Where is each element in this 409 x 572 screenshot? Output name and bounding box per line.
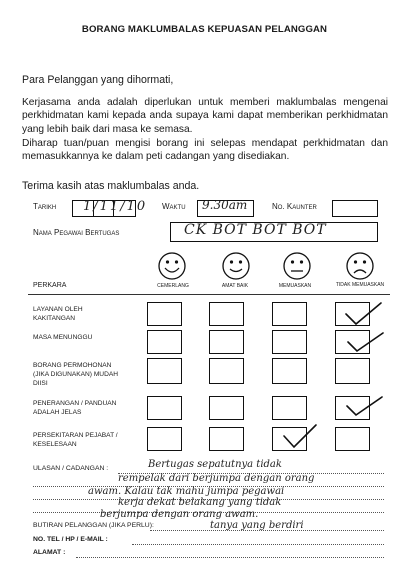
ulasan-text-5: berjumpa dengan orang awam. [100, 509, 259, 520]
row2-memuaskan-box[interactable] [272, 330, 307, 354]
row5-check-icon [280, 422, 322, 452]
pegawai-label: Nama Pegawai Bertugas [33, 228, 120, 237]
row3-cemerlang-box[interactable] [147, 358, 182, 384]
intro-paragraph-1: Kerjasama anda adalah diperlukan untuk memberi maklumbalas mengenai perkhidmatan kami kepada anda supaya kami dapat memberikan perkhidmatan yang lebih baik dari masa ke semasa. [22, 97, 388, 135]
row1-check-icon [343, 300, 385, 328]
greeting: Para Pelanggan yang dihormati, [22, 74, 174, 86]
row5-amat-baik-box[interactable] [209, 427, 244, 451]
tel-line[interactable] [132, 544, 384, 545]
butiran-label: BUTIRAN PELANGGAN (JIKA PERLU): [33, 522, 154, 529]
row3-memuaskan-box[interactable] [272, 358, 307, 384]
row-label-penerangan: PENERANGAN / PANDUAN ADALAH JELAS [33, 400, 117, 416]
row2-cemerlang-box[interactable] [147, 330, 182, 354]
waktu-label: Waktu [162, 202, 186, 211]
very-happy-face-icon [159, 253, 185, 279]
ulasan-text-2: rempelak dari berjumpa dengan orang [118, 473, 315, 484]
row-label-layanan: LAYANAN OLEH KAKITANGAN [33, 306, 83, 322]
row-label-masa: MASA MENUNGGU [33, 334, 93, 341]
rating-label-amat-baik: AMAT BAIK [221, 283, 249, 289]
table-top-rule [28, 294, 390, 295]
row5-tidak-memuaskan-box[interactable] [335, 427, 370, 451]
row4-memuaskan-box[interactable] [272, 396, 307, 420]
row1-amat-baik-box[interactable] [209, 302, 244, 326]
ulasan-text-6: tanya yang berdiri [210, 520, 304, 531]
row3-tidak-memuaskan-box[interactable] [335, 358, 370, 384]
ulasan-text-4: kerja dekat belakang yang tidak [118, 497, 282, 508]
rating-label-tidak-memuaskan: TIDAK MEMUASKAN [335, 282, 385, 288]
happy-face-icon [223, 253, 249, 279]
alamat-label: ALAMAT : [33, 549, 66, 556]
form-title: BORANG MAKLUMBALAS KEPUASAN PELANGGAN [81, 24, 328, 35]
row3-amat-baik-box[interactable] [209, 358, 244, 384]
ulasan-text-1: Bertugas sepatutnya tidak [148, 459, 282, 470]
intro-paragraph-2: Diharap tuan/puan mengisi borang ini selepas mendapat perkhidmatan dan memasukkannya ke dalam peti cadangan yang disediakan. [22, 138, 388, 163]
tarikh-value: 1/11/10 [83, 199, 148, 214]
rating-label-cemerlang: CEMERLANG [157, 283, 189, 289]
tarikh-label: Tarikh [33, 202, 57, 211]
neutral-face-icon [284, 253, 310, 279]
pegawai-value: CK BOT BOT BOT [184, 222, 327, 238]
ulasan-label: ULASAN / CADANGAN : [33, 465, 109, 472]
kaunter-field[interactable] [332, 200, 378, 217]
row4-amat-baik-box[interactable] [209, 396, 244, 420]
row2-amat-baik-box[interactable] [209, 330, 244, 354]
ulasan-text-3: awam. Kalau tak mahu jumpa pegawai [88, 486, 285, 497]
row-label-borang: BORANG PERMOHONAN (JIKA DIGUNAKAN) MUDAH DIISI [33, 362, 118, 387]
row1-cemerlang-box[interactable] [147, 302, 182, 326]
row5-cemerlang-box[interactable] [147, 427, 182, 451]
rating-faces [150, 248, 390, 284]
waktu-value: 9.30am [202, 198, 248, 212]
row4-cemerlang-box[interactable] [147, 396, 182, 420]
row-label-persekitaran: PERSEKITARAN PEJABAT / KESELESAAN [33, 432, 118, 448]
rating-label-memuaskan: MEMUASKAN [278, 283, 312, 289]
kaunter-label: No. Kaunter [272, 202, 317, 211]
alamat-line[interactable] [76, 557, 384, 558]
thanks-text: Terima kasih atas maklumbalas anda. [22, 180, 200, 192]
row1-memuaskan-box[interactable] [272, 302, 307, 326]
perkara-label: PERKARA [33, 282, 67, 289]
tel-label: NO. TEL / HP / E-MAIL : [33, 536, 108, 543]
row4-check-icon [344, 393, 386, 421]
sad-face-icon [347, 253, 373, 279]
row2-check-icon [345, 328, 387, 356]
